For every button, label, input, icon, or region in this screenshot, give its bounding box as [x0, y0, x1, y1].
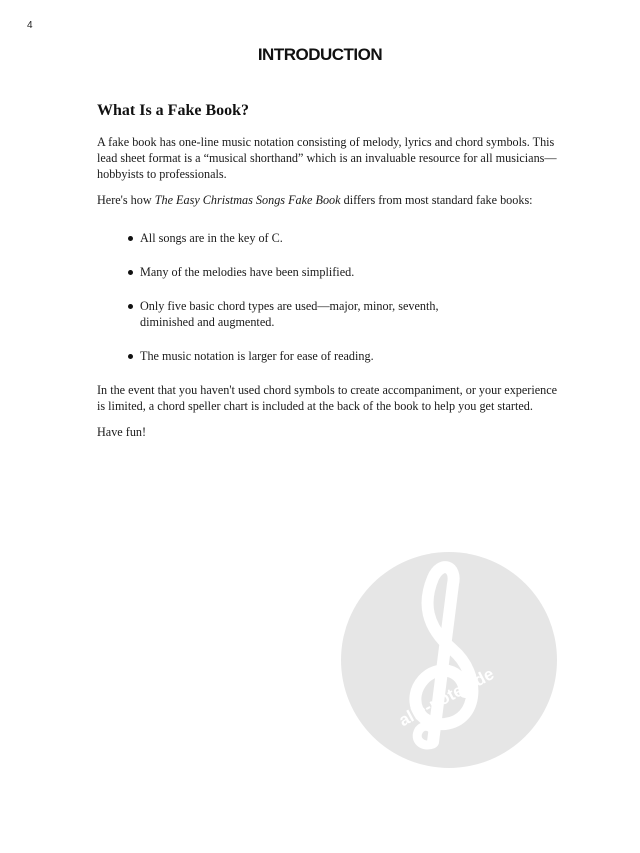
lead-paragraph: [97, 192, 567, 208]
bullet-icon: [128, 354, 133, 359]
list-item: [128, 230, 567, 246]
watermark: [341, 552, 557, 768]
closing-paragraph: In the event that you haven't used chord symbols to create accompaniment, or your experience is limited, a chord speller chart is included at the back of the book to help you get started.: [97, 383, 558, 413]
feature-list: [97, 230, 567, 364]
book-title: The Easy Christmas Songs Fake Book: [154, 193, 341, 207]
lead-text-after: differs from most standard fake books:: [340, 193, 533, 207]
bullet-icon: [128, 304, 133, 309]
page-number: 4: [27, 20, 33, 31]
lead-text-before: Here's how: [97, 193, 155, 207]
list-item-text: Many of the melodies have been simplified.: [140, 265, 355, 279]
list-item: [128, 298, 567, 330]
list-item: [128, 348, 567, 364]
list-item: [128, 264, 567, 280]
bullet-icon: [128, 270, 133, 275]
bullet-icon: [128, 236, 133, 241]
list-item-text: All songs are in the key of C.: [140, 231, 283, 245]
main-content: [97, 102, 567, 450]
section-heading: What Is a Fake Book?: [97, 102, 250, 119]
intro-paragraph: A fake book has one-line music notation consisting of melody, lyrics and chord symbols. This lead sheet format is a “musical shorthand” which is an invaluable resource for all musicians—hobbyists to professionals.: [97, 135, 557, 181]
list-item-text: Only five basic chord types are used—major, minor, seventh, diminished and augmented.: [140, 299, 439, 329]
page-title: INTRODUCTION: [257, 45, 383, 64]
watermark-text: alle-noten.de: [395, 664, 498, 731]
list-item-text: The music notation is larger for ease of reading.: [140, 349, 374, 363]
sign-off: Have fun!: [97, 425, 147, 439]
